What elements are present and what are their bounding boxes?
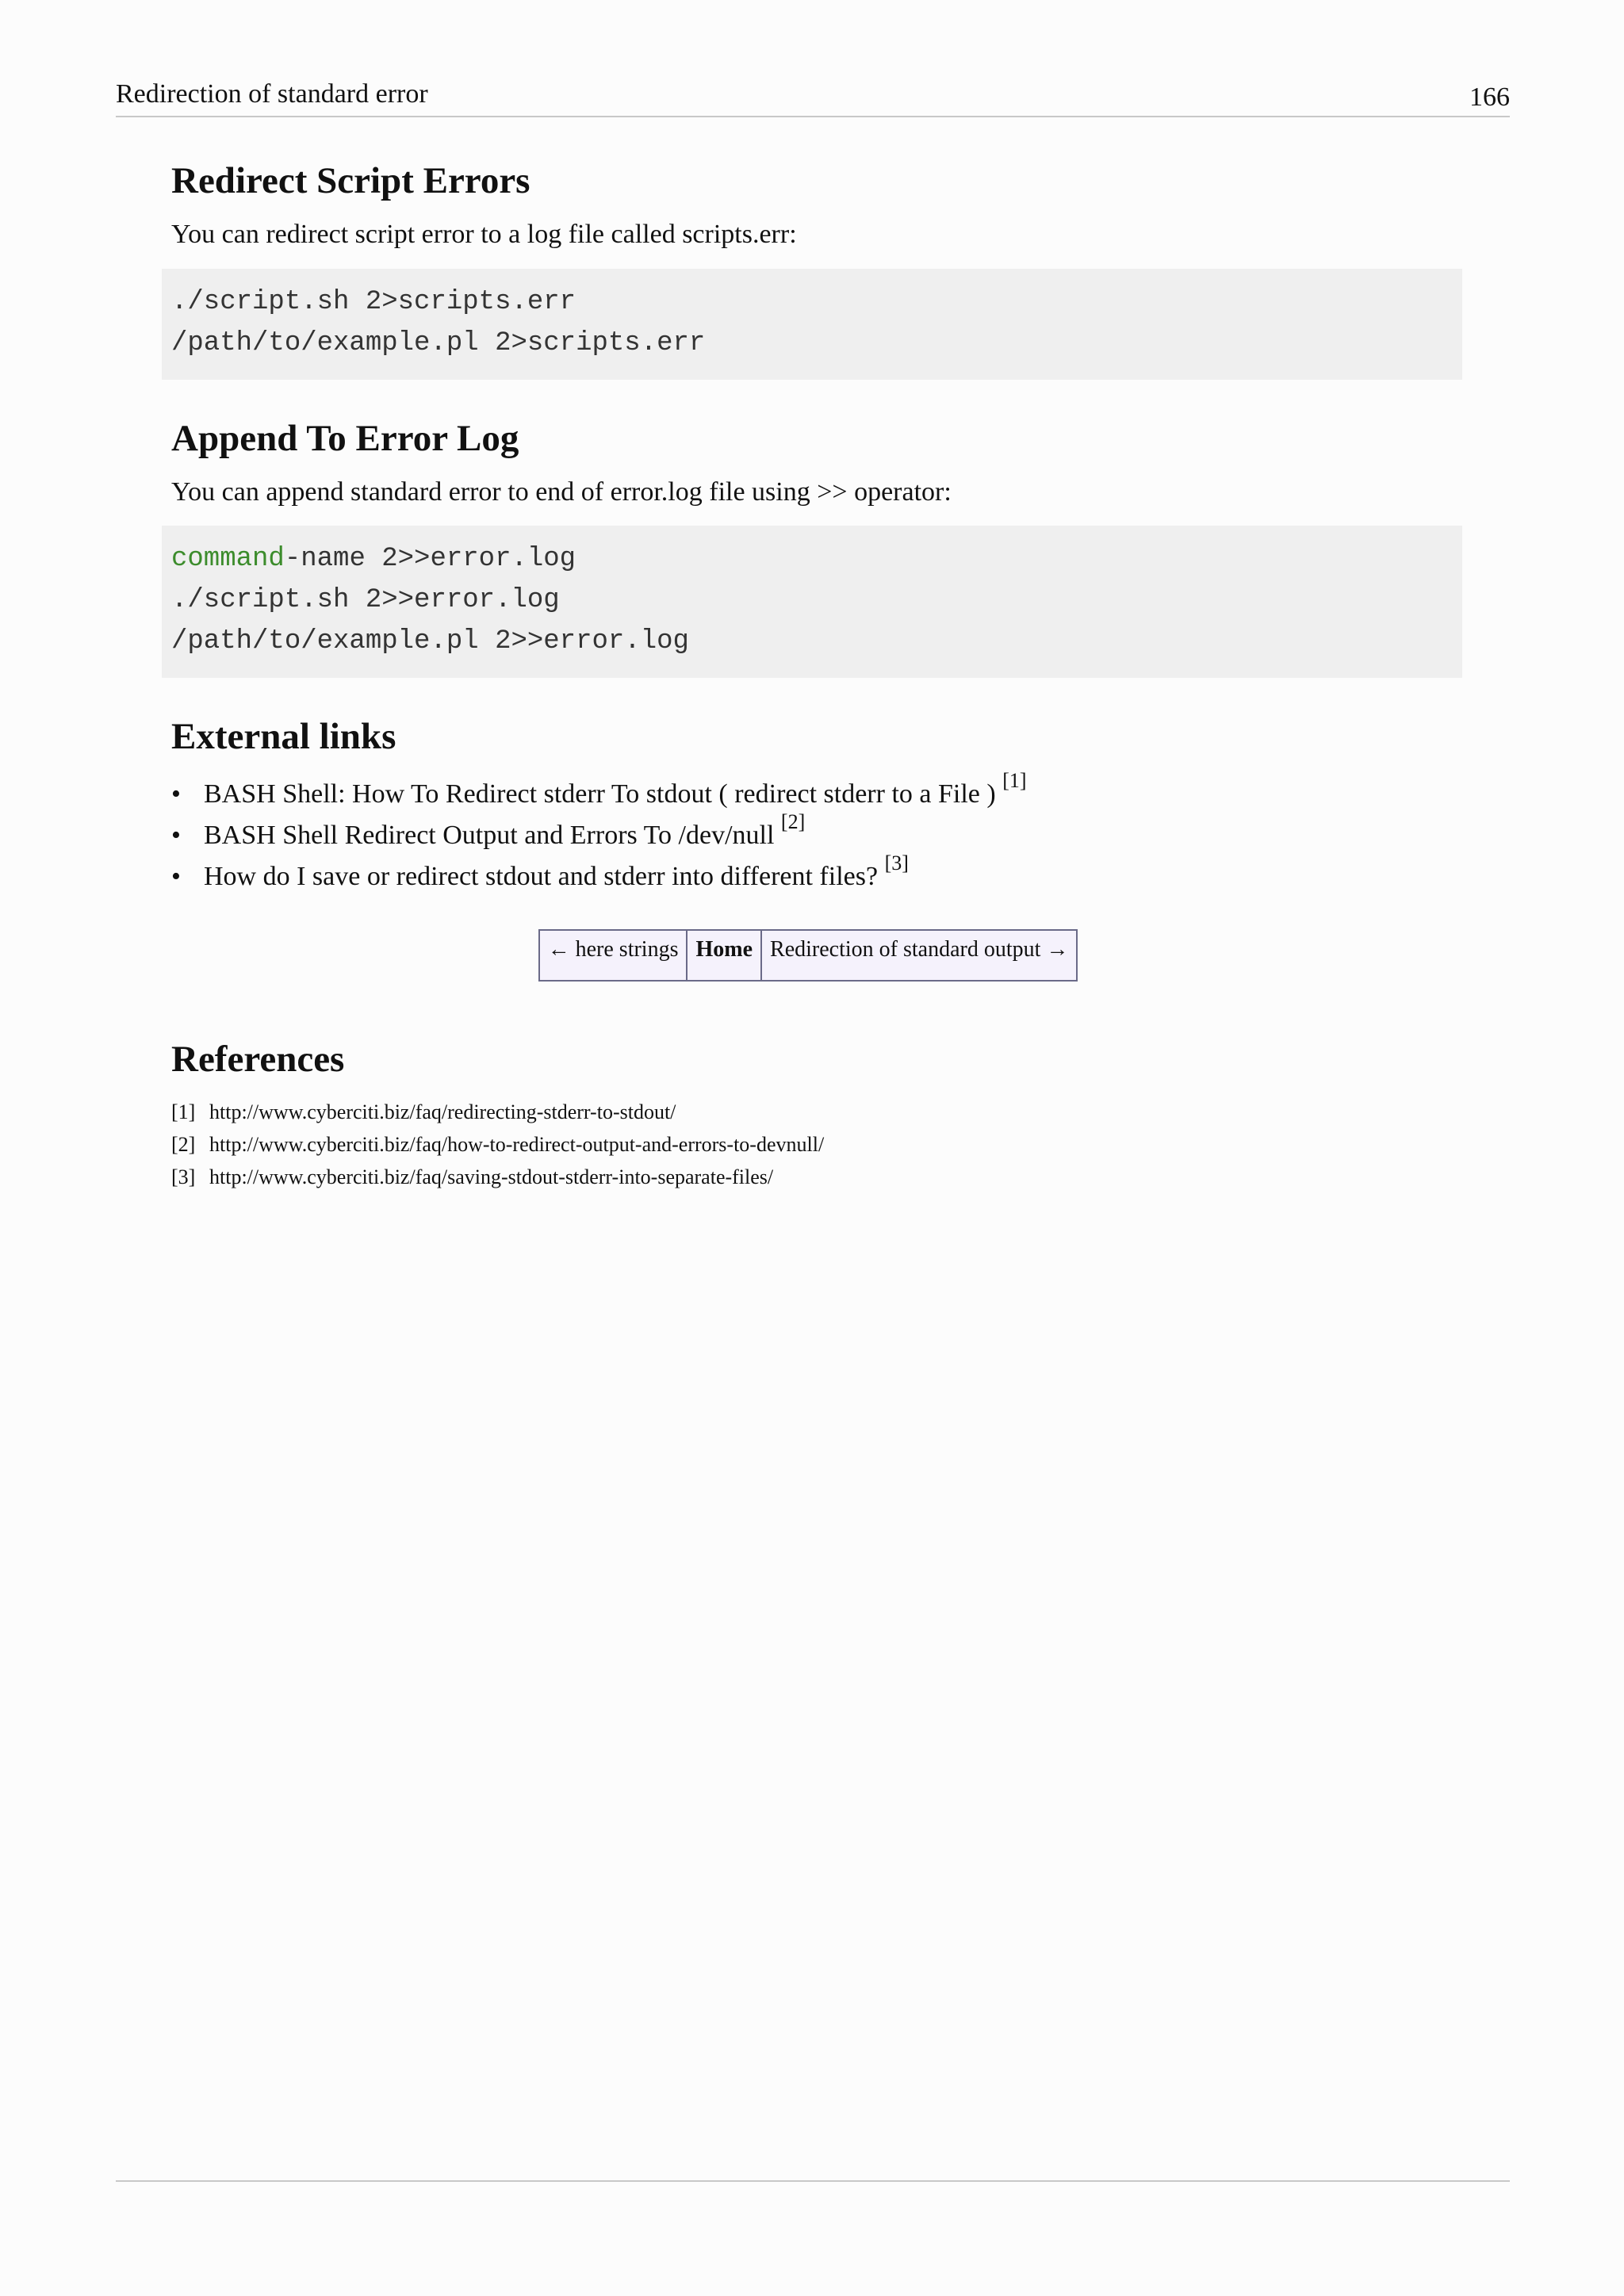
bullet: • [171,820,181,850]
nav-prev-link[interactable]: ← here strings [539,930,688,981]
code-block [162,526,1462,678]
code-block [162,269,1462,380]
external-link-text[interactable]: How do I save or redirect stdout and stderr into different files? [204,861,879,891]
section-append-to-error-log [171,416,1464,679]
section-intro: You can append standard error to end of error.log file using >> operator: [171,476,952,507]
page-number: 166 [1469,82,1510,112]
section-heading: Redirect Script Errors [171,160,530,201]
external-link-item[interactable] [171,851,1464,897]
section-references [171,1037,1464,1193]
nav-next-link[interactable]: Redirection of standard output → [761,930,1077,981]
reference-item [171,1096,1464,1128]
reference-item [171,1161,1464,1193]
code-line: /path/to/example.pl 2>scripts.err [171,327,706,358]
reference-item [171,1128,1464,1161]
code-keyword: command [171,544,285,575]
reference-number: [1] [171,1100,196,1123]
bullet: • [171,861,181,891]
section-redirect-script-errors [171,159,1464,380]
section-heading: References [171,1038,345,1080]
nav-home-link[interactable]: Home [687,930,761,981]
page-footer-rule [116,2180,1510,2182]
bullet: • [171,779,181,809]
code-line: ./script.sh 2>>error.log [171,585,560,616]
section-heading: External links [171,716,396,758]
reference-number: [3] [171,1165,196,1188]
running-title: Redirection of standard error [116,79,428,109]
reference-marker[interactable]: [3] [884,851,909,875]
section-intro: You can redirect script error to a log file called scripts.err: [171,220,797,250]
external-link-text[interactable]: BASH Shell Redirect Output and Errors To /dev/null [204,820,775,850]
code-line: /path/to/example.pl 2>>error.log [171,626,689,657]
page-content [171,159,1464,1193]
navigation-table [538,929,1078,982]
reference-url[interactable]: http://www.cyberciti.biz/faq/how-to-redirect-output-and-errors-to-devnull/ [209,1132,825,1156]
reference-marker[interactable]: [1] [1002,769,1027,793]
reference-marker[interactable]: [2] [780,810,806,834]
external-links-list [171,769,1464,897]
reference-list [171,1096,1464,1193]
section-external-links [171,714,1464,981]
code-text: -name 2>>error.log [284,544,576,575]
reference-url[interactable]: http://www.cyberciti.biz/faq/redirecting-stderr-to-stdout/ [209,1100,676,1123]
code-line: ./script.sh 2>scripts.err [171,286,576,317]
external-link-text[interactable]: BASH Shell: How To Redirect stderr To stdout ( redirect stderr to a File ) [204,779,996,809]
reference-url[interactable]: http://www.cyberciti.biz/faq/saving-stdout-stderr-into-separate-files/ [209,1165,774,1188]
section-heading: Append To Error Log [171,417,519,459]
page-header [116,76,1510,117]
code-line [171,538,1453,580]
external-link-item[interactable] [171,769,1464,815]
reference-number: [2] [171,1132,196,1156]
external-link-item[interactable] [171,810,1464,856]
